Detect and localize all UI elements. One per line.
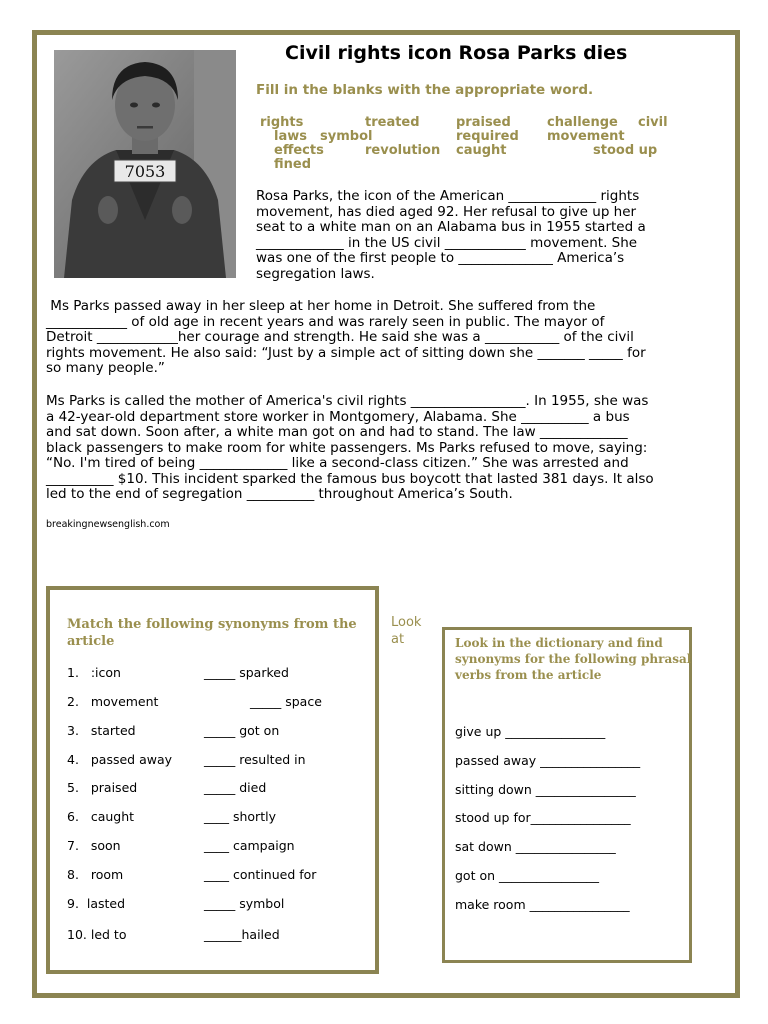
match-term: 10. led to: [67, 927, 127, 942]
paragraph-line: and sat down. Soon after, a white man got on and had to stand. The law _____________: [46, 424, 628, 440]
paragraph-line: segregation laws.: [256, 265, 375, 282]
match-synonym: _____ resulted in: [204, 752, 306, 767]
paragraph-line: seat to a white man on an Alabama bus in 1955 started a: [256, 219, 646, 235]
paragraph-2: [46, 299, 646, 377]
match-heading-line: article: [67, 634, 115, 649]
fill-instruction: Fill in the blanks with the appropriate word.: [256, 82, 594, 98]
portrait-image: [54, 50, 236, 278]
paragraph-3: [46, 394, 654, 503]
paragraph-line: Detroit ____________her courage and strength. He said she was a ___________ of the civil: [46, 329, 634, 345]
match-term: 2. movement: [67, 694, 159, 709]
match-term: 8. room: [67, 867, 124, 882]
match-synonym: ____ campaign: [204, 838, 295, 853]
word-laws: laws: [274, 129, 307, 144]
word-treated: treated: [365, 115, 420, 130]
word-effects: effects: [274, 143, 324, 158]
paragraph-line: ____________ of old age in recent years and was rarely seen in public. The mayor of: [46, 313, 605, 330]
paragraph-line: rights movement. He also said: “Just by a simple act of sitting down she _______ _____ for: [46, 344, 646, 361]
word-movement: movement: [547, 129, 625, 144]
phrasal-heading-line: verbs from the article: [455, 668, 602, 682]
phrasal-item: passed away ________________: [455, 753, 641, 768]
paragraph-line: __________ $10. This incident sparked the famous bus boycott that lasted 381 days. It also: [46, 470, 654, 487]
match-term: 4. passed away: [67, 752, 173, 767]
paragraph-line: a 42-year-old department store worker in Montgomery, Alabama. She __________ a bus: [46, 408, 630, 425]
match-term: 7. soon: [67, 838, 121, 853]
phrasal-heading-line: synonyms for the following phrasal: [455, 652, 692, 666]
paragraph-line: Ms Parks passed away in her sleep at her home in Detroit. She suffered from the: [46, 298, 596, 314]
match-term: 5. praised: [67, 780, 138, 795]
match-term: 9. lasted: [67, 896, 126, 911]
word-required: required: [456, 129, 519, 144]
paragraph-1: [256, 189, 646, 282]
match-synonym: _____ space: [250, 694, 322, 709]
match-synonym: ______hailed: [204, 927, 280, 942]
match-synonym: _____ died: [204, 780, 267, 795]
match-heading: [67, 616, 357, 650]
word-symbol: symbol: [320, 129, 373, 144]
word-revolution: revolution: [365, 143, 441, 158]
word-fined: fined: [274, 157, 312, 172]
phrasal-item: sat down ________________: [455, 839, 616, 854]
word-challenge: challenge: [547, 115, 618, 130]
word-civil: civil: [638, 115, 668, 130]
look-at-label: [391, 614, 421, 648]
match-synonym: _____ got on: [204, 723, 280, 738]
phrasal-item: make room ________________: [455, 897, 630, 912]
match-term: 6. caught: [67, 809, 135, 824]
phrasal-heading-line: Look in the dictionary and find: [455, 636, 663, 650]
look-at-line: Look: [391, 615, 422, 630]
phrasal-item: give up ________________: [455, 724, 606, 739]
phrasal-item: got on ________________: [455, 868, 600, 883]
word-rights: rights: [260, 115, 304, 130]
match-synonym: _____ symbol: [204, 896, 285, 911]
paragraph-line: _____________ in the US civil ____________ movement. She: [256, 234, 638, 251]
match-synonym: _____ sparked: [204, 665, 289, 680]
paragraph-line: “No. I'm tired of being _____________ like a second-class citizen.” She was arrested and: [46, 455, 629, 471]
match-synonym: ____ shortly: [204, 809, 276, 824]
paragraph-line: so many people.”: [46, 360, 165, 376]
source-credit: breakingnewsenglish.com: [46, 519, 170, 530]
paragraph-line: movement, has died aged 92. Her refusal to give up her: [256, 203, 637, 220]
paragraph-line: led to the end of segregation __________ throughout America’s South.: [46, 486, 513, 502]
phrasal-item: stood up for________________: [455, 810, 631, 825]
page-title: Civil rights icon Rosa Parks dies: [285, 42, 628, 64]
rosa-parks-photo: [54, 50, 236, 278]
word-caught: caught: [456, 143, 507, 158]
phrasal-heading: [455, 635, 691, 683]
match-synonym: ____ continued for: [204, 867, 317, 882]
placard-number: 7053: [124, 162, 166, 181]
phrasal-item: sitting down ________________: [455, 782, 636, 797]
word-praised: praised: [456, 115, 511, 130]
paragraph-line: Ms Parks is called the mother of America's civil rights _________________. In 1955, she was: [46, 393, 649, 409]
paragraph-line: Rosa Parks, the icon of the American _____________ rights: [256, 188, 640, 204]
word-stood-up: stood up: [593, 143, 658, 158]
match-term: 3. started: [67, 723, 136, 738]
match-heading-line: Match the following synonyms from the: [67, 617, 357, 632]
paragraph-line: black passengers to make room for white passengers. Ms Parks refused to move, saying:: [46, 439, 648, 456]
paragraph-line: was one of the first people to ______________ America’s: [256, 250, 625, 266]
look-at-line: at: [391, 632, 405, 647]
match-term: 1. :icon: [67, 665, 121, 680]
